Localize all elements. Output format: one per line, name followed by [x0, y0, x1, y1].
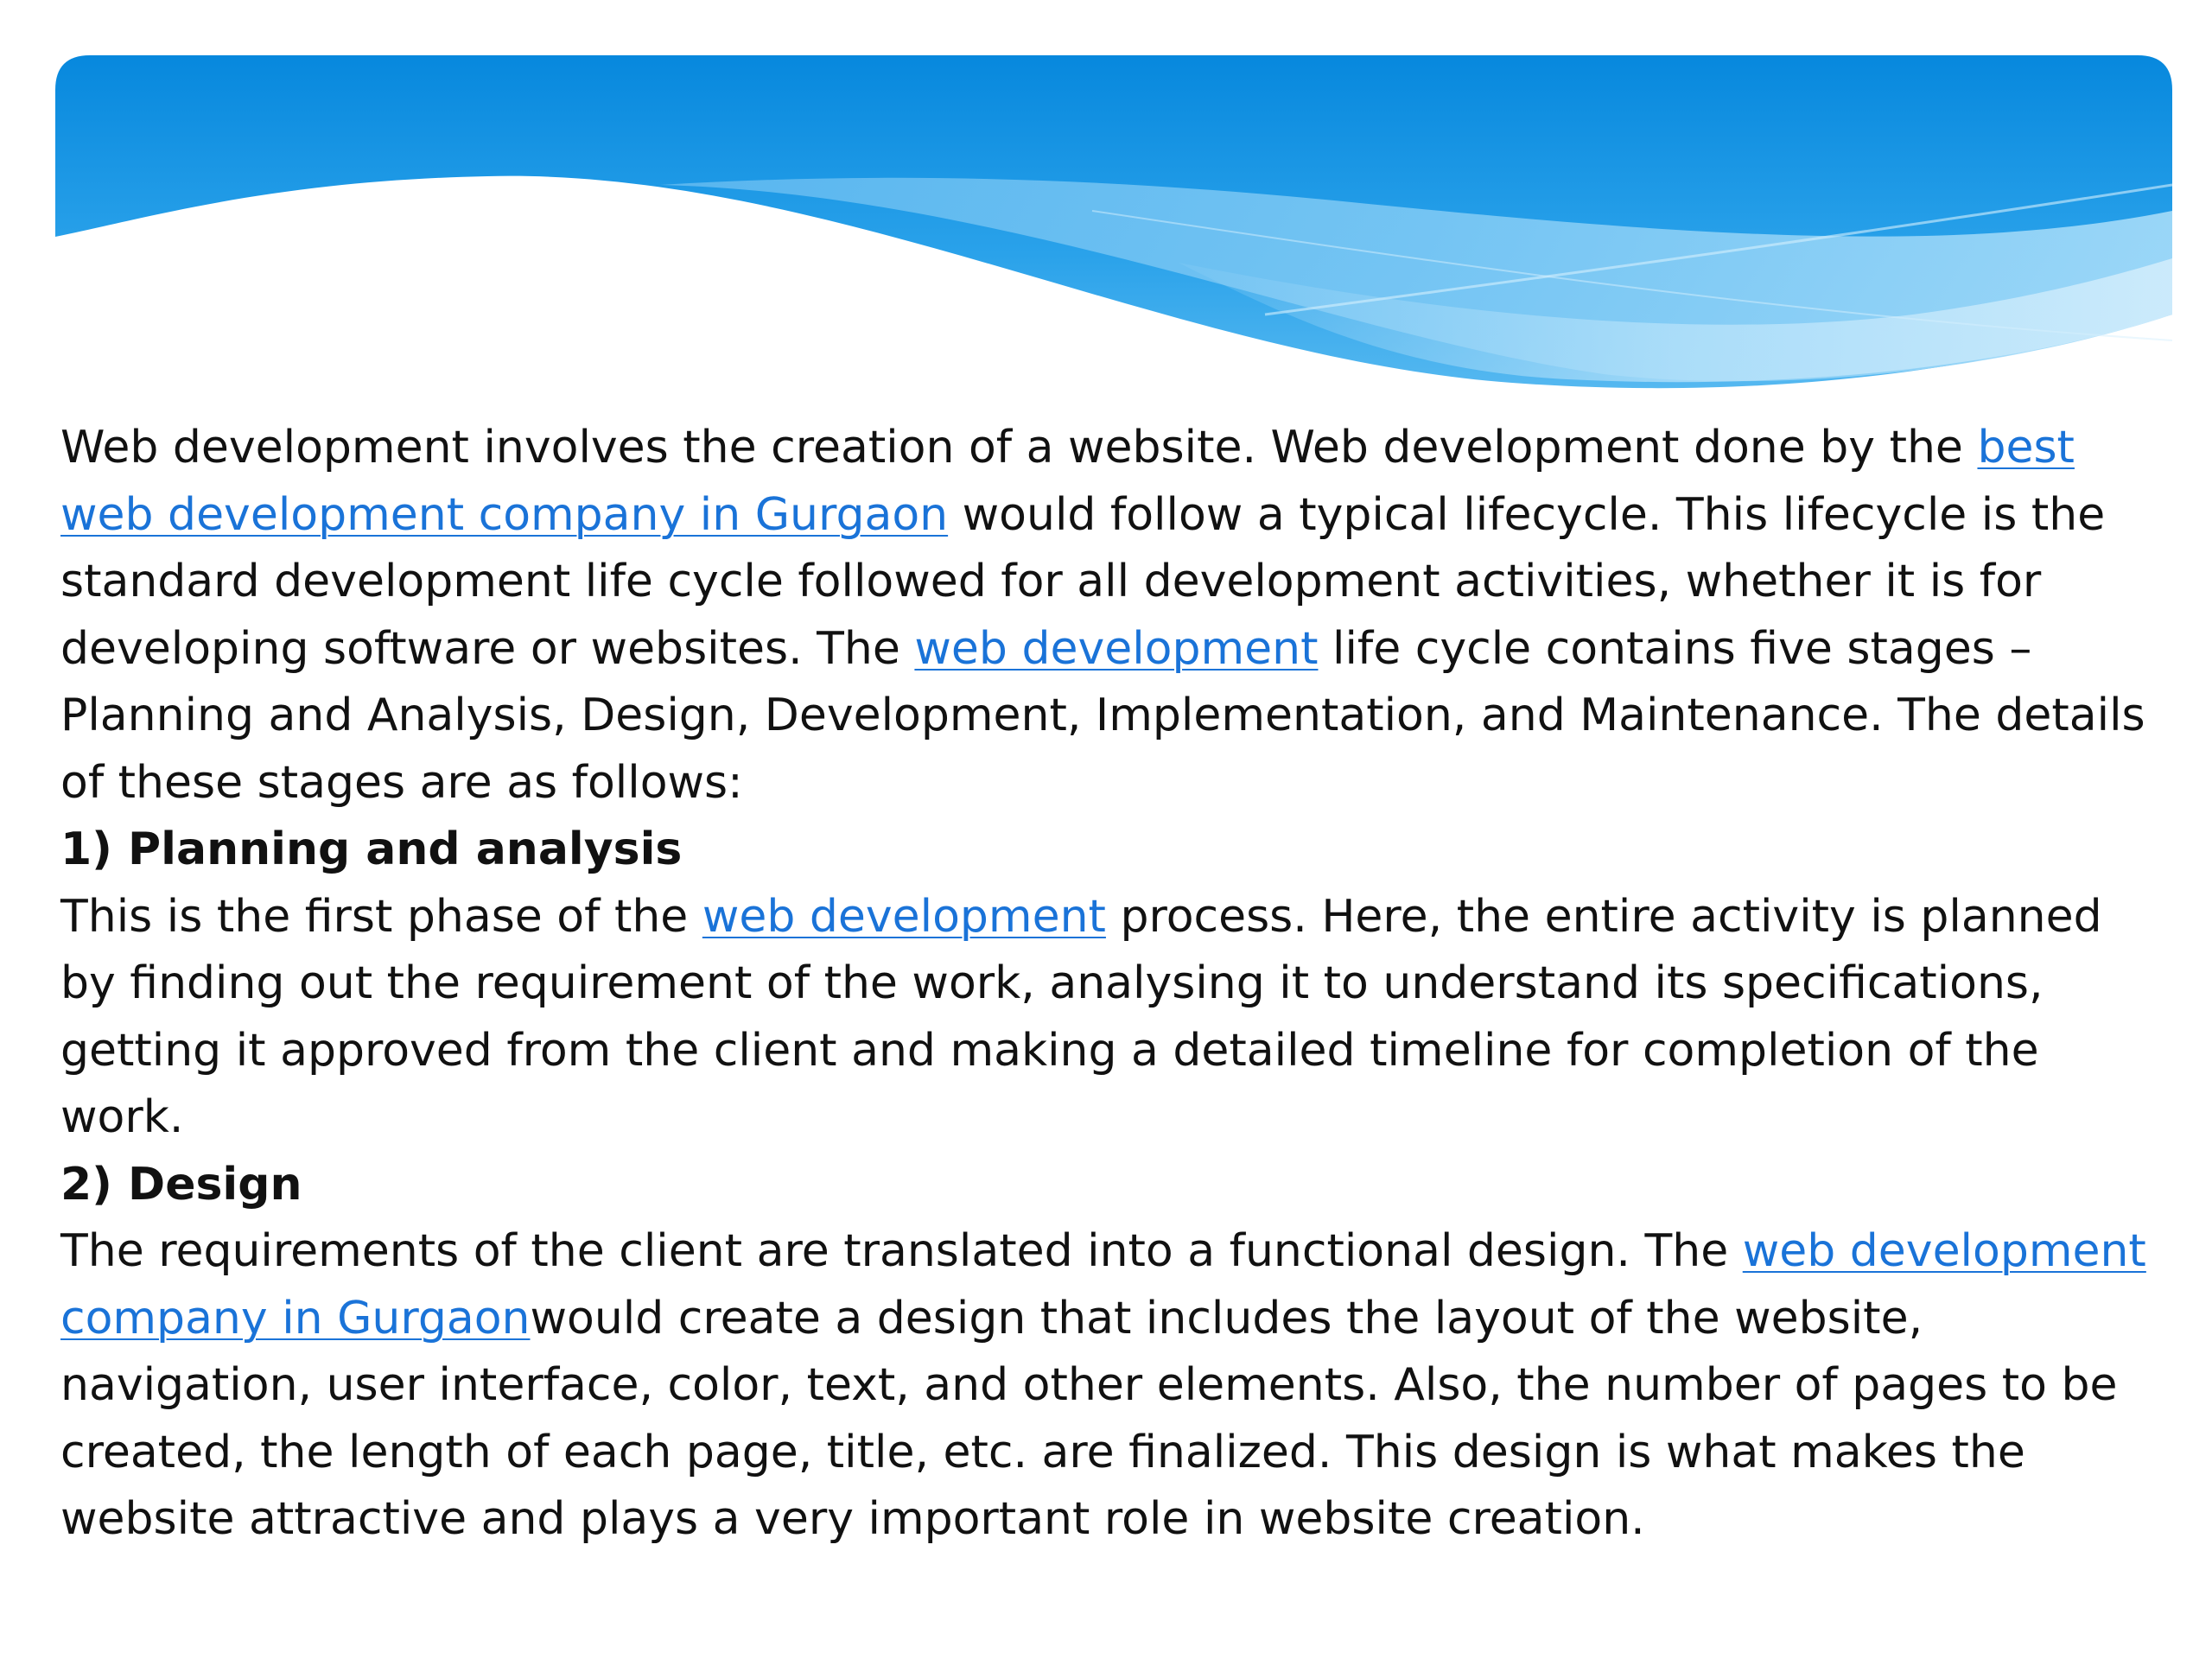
section2-text-2: would create a design that includes the layout of the website, navigation, user interface, color, text, and other elements. Also, the number of pages to be created, the length of each page, title, etc. are finalized. This design is what makes the website attractive and plays a very important role in website creation.: [60, 1292, 2118, 1545]
link-web-development-company-gurgaon[interactable]: web development company in Gurgaon: [60, 1225, 2146, 1344]
body-text: [60, 415, 2169, 1554]
link-web-development-process[interactable]: web development: [702, 890, 1106, 943]
section2-text-1: The requirements of the client are translated into a functional design. The: [60, 1225, 1743, 1277]
section1-heading: 1) Planning and analysis: [60, 823, 683, 875]
link-web-development[interactable]: web development: [914, 622, 1319, 675]
intro-text-1: Web development involves the creation of a website. Web development done by the: [60, 422, 1978, 474]
wave-banner: [55, 55, 2172, 394]
intro-text-2: would follow a typical lifecycle. This lifecycle is the standard development life cycle followed for all development activities, whether it is for developing software or websites. The: [60, 488, 2106, 675]
section2-heading: 2) Design: [60, 1158, 302, 1211]
intro-paragraph: [60, 415, 2169, 817]
section1-text-1: This is the first phase of the: [60, 890, 702, 943]
section1-paragraph: [60, 884, 2169, 1152]
section2-paragraph: [60, 1218, 2169, 1554]
link-best-web-development-company[interactable]: best web development company in Gurgaon: [60, 422, 2075, 541]
section1-text-2: process. Here, the entire activity is planned by finding out the requirement of the work, analysing it to understand its specifications, getting it approved from the client and making a detailed timeline for completion of the work.: [60, 890, 2102, 1143]
intro-text-3: life cycle contains five stages – Planning and Analysis, Design, Development, Implementation, and Maintenance. The details of these stages are as follows:: [60, 622, 2145, 809]
